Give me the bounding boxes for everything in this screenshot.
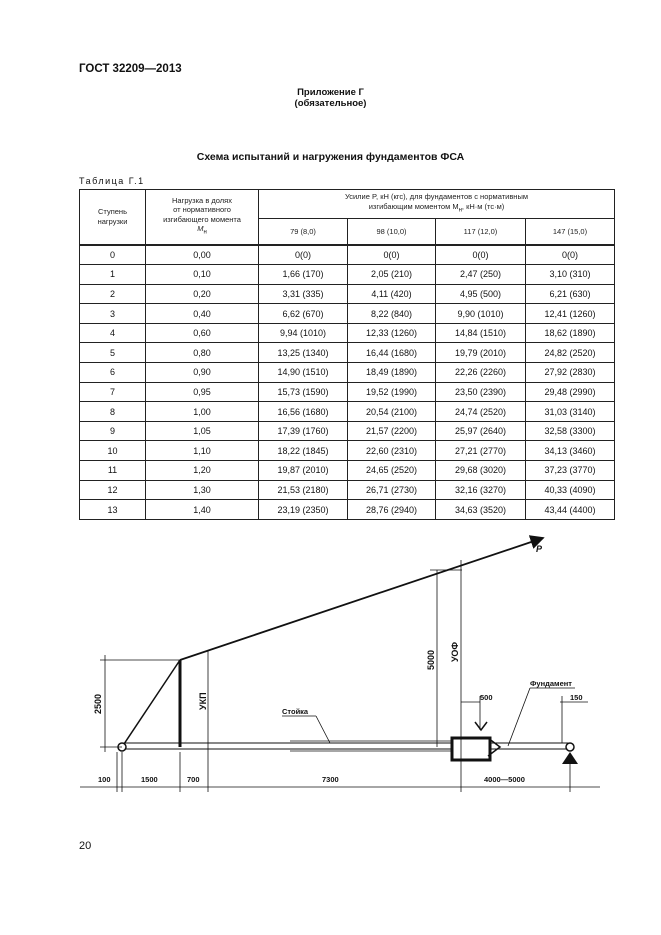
test-scheme-diagram (0, 530, 661, 805)
force-cell: 2,05 (210) (348, 265, 436, 285)
foundation-label: Фундамент (530, 679, 572, 688)
load-fraction-cell: 1,20 (146, 461, 259, 481)
table-row (80, 500, 615, 520)
load-fraction-cell: 1,10 (146, 441, 259, 461)
stage-cell: 5 (80, 343, 146, 363)
post-leader (316, 716, 330, 743)
force-cell: 12,41 (1260) (526, 304, 615, 324)
force-cell: 0(0) (348, 245, 436, 265)
force-cell: 15,73 (1590) (259, 382, 348, 402)
force-cell: 18,49 (1890) (348, 363, 436, 383)
force-cell: 24,65 (2520) (348, 461, 436, 481)
load-fraction-cell: 0,00 (146, 245, 259, 265)
load-fraction-cell: 0,20 (146, 284, 259, 304)
force-cell: 22,60 (2310) (348, 441, 436, 461)
col-load-line1: Нагрузка в долях (172, 195, 232, 205)
force-cell: 34,63 (3520) (436, 500, 526, 520)
force-cell: 29,48 (2990) (526, 382, 615, 402)
stage-cell: 13 (80, 500, 146, 520)
foundation-clamp (452, 738, 490, 760)
force-cell: 37,23 (3770) (526, 461, 615, 481)
force-cell: 40,33 (4090) (526, 480, 615, 500)
col-load-line3: изгибающего момента (163, 214, 241, 224)
force-cell: 3,10 (310) (526, 265, 615, 285)
force-group-line1: Усилие P, кН (кгс), для фундаментов с нормативным (344, 192, 529, 202)
stage-cell: 4 (80, 323, 146, 343)
dim-700-label: 700 (187, 775, 200, 784)
uof-label: УОФ (450, 641, 460, 662)
appendix-heading (0, 87, 661, 109)
post-label: Стойка (282, 707, 309, 716)
load-fraction-cell: 0,80 (146, 343, 259, 363)
force-cell: 27,21 (2770) (436, 441, 526, 461)
force-line (180, 538, 543, 660)
moment-header-4: 147 (15,0) (526, 219, 615, 245)
force-cell: 23,19 (2350) (259, 500, 348, 520)
force-cell: 4,11 (420) (348, 284, 436, 304)
force-cell: 26,71 (2730) (348, 480, 436, 500)
force-cell: 9,90 (1010) (436, 304, 526, 324)
force-cell: 20,54 (2100) (348, 402, 436, 422)
force-cell: 18,62 (1890) (526, 323, 615, 343)
table-row (80, 323, 615, 343)
diagonal-strut (122, 660, 180, 747)
stage-cell: 3 (80, 304, 146, 324)
force-cell: 34,13 (3460) (526, 441, 615, 461)
col-load-header (146, 190, 259, 245)
ukp-label: УКП (198, 692, 208, 710)
table-row (80, 343, 615, 363)
section-title: Схема испытаний и нагружения фундаментов ФСА (196, 151, 465, 163)
table-row (80, 402, 615, 422)
load-fraction-cell: 0,95 (146, 382, 259, 402)
stage-cell: 1 (80, 265, 146, 285)
load-point-mark (475, 722, 487, 730)
force-cell: 16,44 (1680) (348, 343, 436, 363)
force-cell: 0(0) (259, 245, 348, 265)
load-fraction-cell: 0,90 (146, 363, 259, 383)
table-row (80, 265, 615, 285)
force-cell: 22,26 (2260) (436, 363, 526, 383)
stage-cell: 12 (80, 480, 146, 500)
standard-header: ГОСТ 32209—2013 (79, 63, 182, 75)
force-cell: 6,21 (630) (526, 284, 615, 304)
force-cell: 18,22 (1845) (259, 441, 348, 461)
dim-1500-label: 1500 (141, 775, 158, 784)
force-cell: 19,79 (2010) (436, 343, 526, 363)
force-cell: 27,92 (2830) (526, 363, 615, 383)
force-cell: 6,62 (670) (259, 304, 348, 324)
force-cell: 17,39 (1760) (259, 421, 348, 441)
table-row (80, 421, 615, 441)
force-cell: 9,94 (1010) (259, 323, 348, 343)
load-fraction-cell: 1,30 (146, 480, 259, 500)
force-cell: 0(0) (436, 245, 526, 265)
force-cell: 29,68 (3020) (436, 461, 526, 481)
force-cell: 21,53 (2180) (259, 480, 348, 500)
force-cell: 32,16 (3270) (436, 480, 526, 500)
force-label: P (536, 544, 543, 554)
table-row (80, 480, 615, 500)
load-fraction-cell: 0,60 (146, 323, 259, 343)
moment-header-3: 117 (12,0) (436, 219, 526, 245)
force-cell: 8,22 (840) (348, 304, 436, 324)
force-cell: 4,95 (500) (436, 284, 526, 304)
load-fraction-cell: 1,00 (146, 402, 259, 422)
force-cell: 13,25 (1340) (259, 343, 348, 363)
appendix-line2: (обязательное) (294, 98, 367, 109)
force-cell: 25,97 (2640) (436, 421, 526, 441)
dim-150-label: 150 (570, 693, 583, 702)
dim-500-label: 500 (480, 693, 493, 702)
load-table (79, 189, 615, 520)
force-cell: 31,03 (3140) (526, 402, 615, 422)
right-support (566, 743, 574, 751)
force-cell: 14,84 (1510) (436, 323, 526, 343)
stage-cell: 8 (80, 402, 146, 422)
table-row (80, 363, 615, 383)
force-cell: 32,58 (3300) (526, 421, 615, 441)
col-stage-line1: Ступень (98, 207, 127, 217)
force-cell: 24,74 (2520) (436, 402, 526, 422)
force-cell: 21,57 (2200) (348, 421, 436, 441)
table-row (80, 441, 615, 461)
force-cell: 1,66 (170) (259, 265, 348, 285)
table-row (80, 304, 615, 324)
force-cell: 16,56 (1680) (259, 402, 348, 422)
page-number: 20 (79, 840, 92, 852)
stage-cell: 10 (80, 441, 146, 461)
stage-cell: 0 (80, 245, 146, 265)
table-caption: Таблица Г.1 (79, 176, 145, 186)
force-cell: 43,44 (4400) (526, 500, 615, 520)
stage-cell: 6 (80, 363, 146, 383)
stage-cell: 7 (80, 382, 146, 402)
force-cell: 12,33 (1260) (348, 323, 436, 343)
load-fraction-cell: 1,05 (146, 421, 259, 441)
col-load-line2: от нормативного (173, 205, 231, 214)
dim-100-label: 100 (98, 775, 111, 784)
load-fraction-cell: 0,40 (146, 304, 259, 324)
col-load-symbol: $M_н$ (197, 224, 207, 236)
table-row (80, 245, 615, 265)
force-group-header (259, 190, 615, 219)
table-row (80, 382, 615, 402)
force-cell: 24,82 (2520) (526, 343, 615, 363)
moment-header-1: 79 (8,0) (259, 219, 348, 245)
stage-cell: 9 (80, 421, 146, 441)
force-cell: 28,76 (2940) (348, 500, 436, 520)
force-cell: 23,50 (2390) (436, 382, 526, 402)
force-cell: 2,47 (250) (436, 265, 526, 285)
dim-7300-label: 7300 (322, 775, 339, 784)
load-fraction-cell: 1,40 (146, 500, 259, 520)
force-group-line2: изгибающим моментом $M_н$, кН·м (тс·м) (368, 201, 505, 214)
table-row (80, 284, 615, 304)
force-cell: 14,90 (1510) (259, 363, 348, 383)
stage-cell: 2 (80, 284, 146, 304)
force-cell: 0(0) (526, 245, 615, 265)
foundation-leader (508, 688, 530, 746)
dim-2500-label: 2500 (93, 693, 103, 714)
appendix-line1: Приложение Г (297, 87, 364, 98)
col-stage-line2: нагрузки (97, 216, 128, 226)
dim-4000-5000-label: 4000—5000 (484, 775, 525, 784)
dim-5000-label: 5000 (426, 649, 436, 670)
stage-cell: 11 (80, 461, 146, 481)
force-cell: 3,31 (335) (259, 284, 348, 304)
table-body (80, 245, 615, 520)
col-stage-header (80, 190, 146, 245)
force-cell: 19,52 (1990) (348, 382, 436, 402)
moment-header-2: 98 (10,0) (348, 219, 436, 245)
force-cell: 19,87 (2010) (259, 461, 348, 481)
table-row (80, 461, 615, 481)
load-fraction-cell: 0,10 (146, 265, 259, 285)
